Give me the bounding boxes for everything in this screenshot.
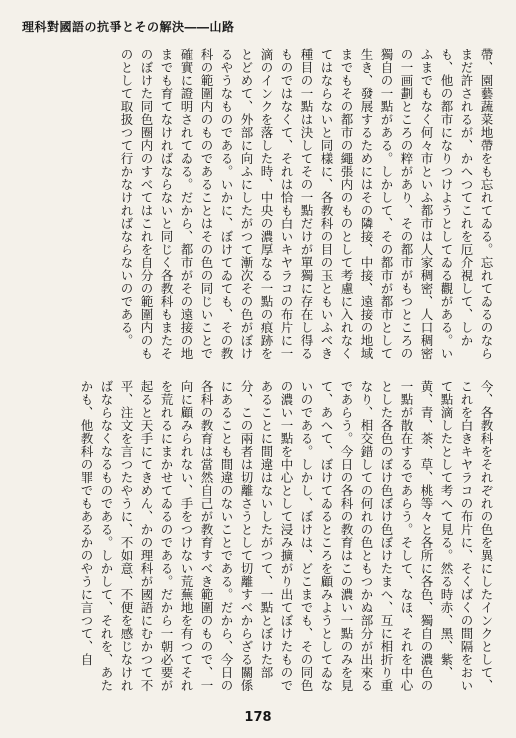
upper-text-block — [22, 48, 496, 360]
running-header: 理科對國語の抗爭とその解決――山路 — [22, 20, 235, 34]
lower-text-block — [22, 380, 496, 700]
upper-paragraph: 帶、園藝蔬菜地帶をも忘れてゐる。忘れてゐるのならまだ許されるが、かへつてこれを厄介視して、しかも、他の都市になりつけようとしてゐる觀がある。いふまでもなく何々市といふ都市は人家稠密、人口稠密の一画劃ところの粹があり、その都市がもつところの獨自の一點がある。しかして、その都市が都市として生き、發展するためにはその隣接、中接、遠接の地域までもその都市の繩張内のものとして考慮に入れなくてはならないと同樣に、各教科の目の玉ともいふべき種目の一點は決してその一點だけが單獨に存在し得るものではなくて、それは恰も白いキヤラコの布片に一滴のインクを落した時、中央の濃厚なる一點の痕跡をとどめて、外部に向ふにしたがつて漸次その色がぼけるやうなものである。いかに、ぼけてゐても、その教科の範圍内のものであることはその色の同じいことで確實に證明されてゐる。だから、都市がその遠接の地までも育てなければならないと同じく各教科もまたそのぼけた同色圈内のすべてはこれを自分の範圍内のものとして取扱つて行かなければならないのである。 — [119, 48, 494, 360]
lower-paragraph: 今、各教科をそれぞれの色を異にしたインクとして、これを白きキヤラコの布片に、そくばくの間隔をおいて點滴したとして考へて見る。然る時赤、黑、紫、黄、青、茶、草、桃等々と各所に各色、獨自の濃色の一點が散在するであらう。そして、なほ、それを中心とした各色のぼけ色ぼけ色ぼけたまへ、互に相折り重なり、相交錯しての何れの色ともつかぬ部分が出來るであらう。今日の各科の教育はこの濃い一點のみを見て、あへて、ぼけてゐるところを顧みようとしてゐないのである。しかし、ぼけは、どこまでも、その同色の濃い一點を中心として浸み擴がり出てぼけたものであることに間違はないしたがつて、一點とぼけた部分、この兩者は切離さうとして切離すべからざる關係にあることも間違のないことである。だから、今日の各科の教育は當然自己が教育すべき範圍のもので、一向に顧みられない、手をつけない荒蕪地を有つてそれを荒れるにまかせてゐるのである。だから一朝必要が起ると天手にてきめん、かの理科が國語にむかつて不平、注文を言つたやうに、不如意、不便を感じなければならなくなるものである。しかして、それを、あたかも、他教科の罪でもあるかのやうに言つて、自 — [79, 380, 494, 692]
page-number: 178 — [244, 710, 272, 725]
